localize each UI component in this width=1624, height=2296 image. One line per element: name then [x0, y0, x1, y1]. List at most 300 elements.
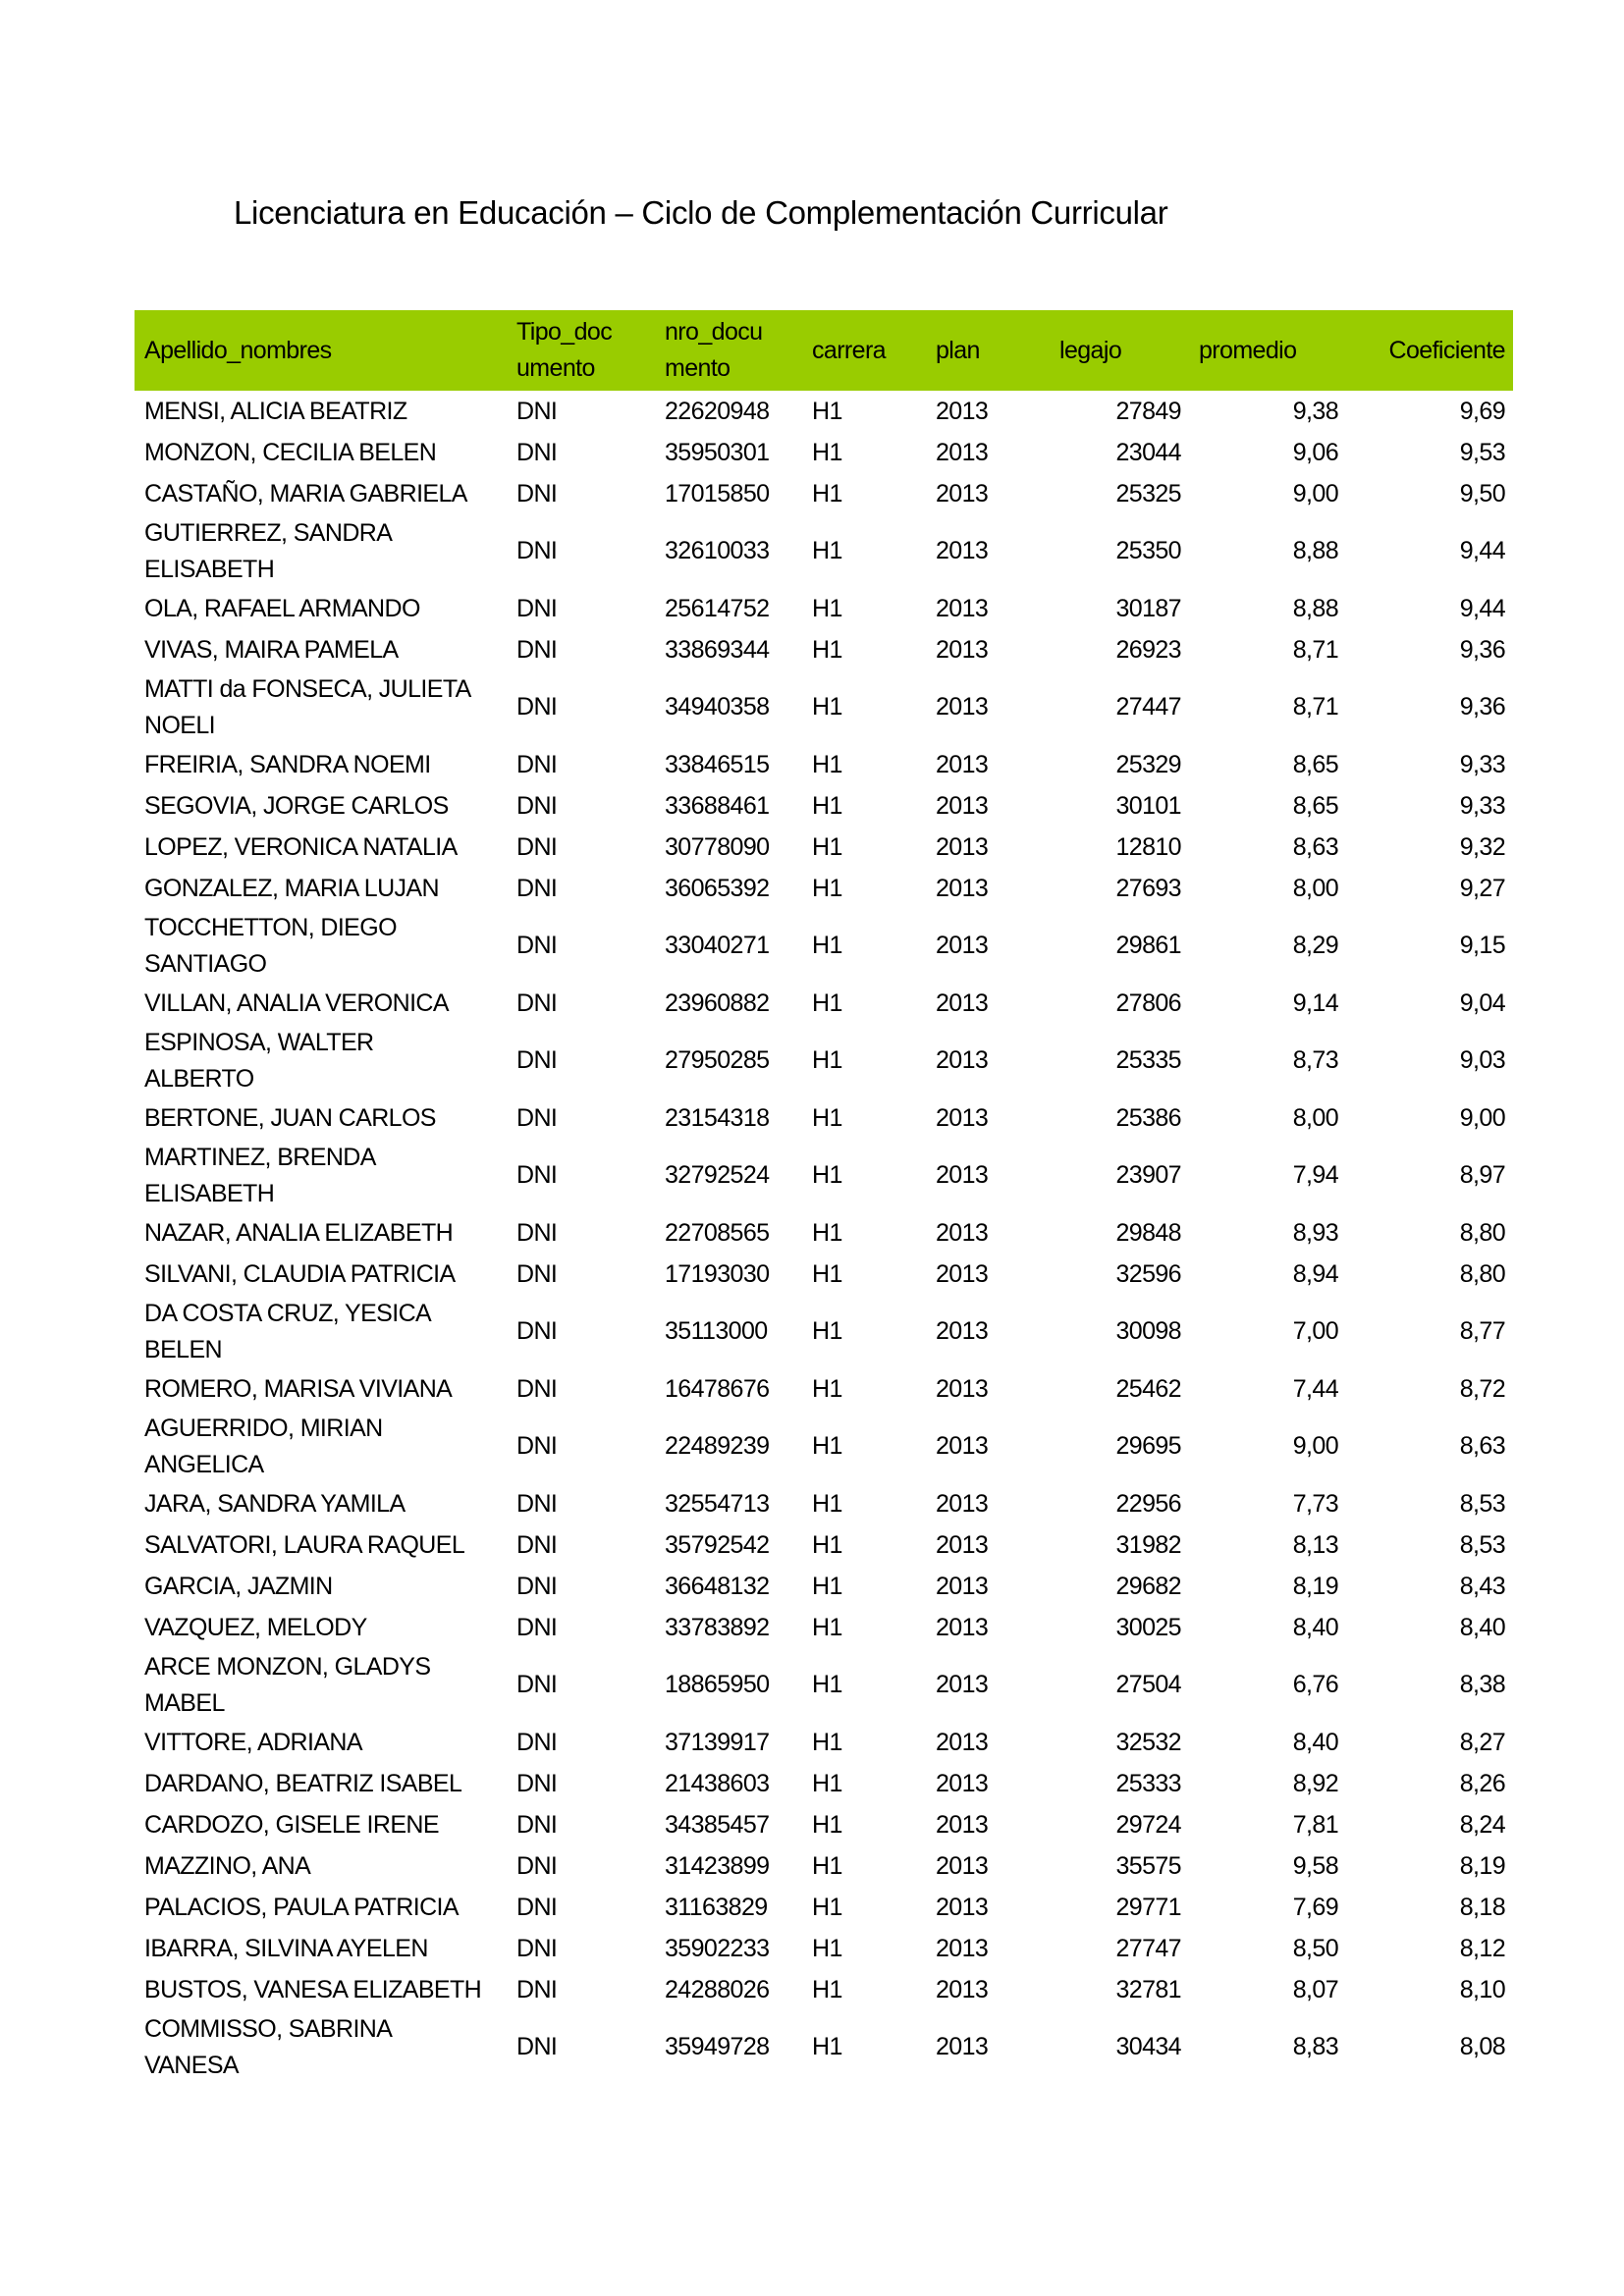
table-row — [135, 1139, 1513, 1212]
cell-promedio: 8,40 — [1292, 1728, 1338, 1756]
cell-plan: 2013 — [936, 1851, 989, 1880]
cell-nro-documento: 22489239 — [665, 1432, 770, 1460]
cell-apellido-nombres: MENSI, ALICIA BEATRIZ — [144, 397, 407, 425]
cell-apellido-nombres: IBARRA, SILVINA AYELEN — [144, 1934, 428, 1962]
cell-carrera: H1 — [812, 1893, 842, 1921]
cell-legajo: 27747 — [1115, 1934, 1181, 1962]
column-header-nro-documento: nro_docu mento — [655, 310, 802, 391]
cell-apellido-nombres: SEGOVIA, JORGE CARLOS — [144, 791, 449, 820]
table-row — [135, 514, 1513, 588]
cell-apellido-nombres: VIVAS, MAIRA PAMELA — [144, 635, 399, 664]
cell-plan: 2013 — [936, 1671, 989, 1698]
table-body — [135, 391, 1513, 2084]
table-row — [135, 1928, 1513, 1969]
cell-promedio: 8,92 — [1292, 1769, 1338, 1797]
cell-promedio: 9,00 — [1292, 1432, 1338, 1460]
cell-tipo-documento: DNI — [516, 1851, 558, 1880]
cell-tipo-documento: DNI — [516, 1218, 558, 1247]
cell-promedio: 8,83 — [1292, 2033, 1338, 2060]
cell-coeficiente: 8,77 — [1459, 1317, 1505, 1345]
cell-carrera: H1 — [812, 1161, 842, 1189]
cell-promedio: 8,07 — [1292, 1975, 1338, 2003]
table-row — [135, 1722, 1513, 1763]
cell-apellido-nombres: AGUERRIDO, MIRIAN ANGELICA — [144, 1414, 383, 1478]
cell-plan: 2013 — [936, 2033, 989, 2060]
cell-apellido-nombres: DARDANO, BEATRIZ ISABEL — [144, 1769, 462, 1797]
cell-nro-documento: 35950301 — [665, 438, 770, 466]
cell-plan: 2013 — [936, 594, 989, 622]
cell-tipo-documento: DNI — [516, 693, 558, 721]
cell-tipo-documento: DNI — [516, 1432, 558, 1460]
table-row — [135, 1648, 1513, 1722]
cell-apellido-nombres: MONZON, CECILIA BELEN — [144, 438, 437, 466]
cell-plan: 2013 — [936, 750, 989, 778]
cell-tipo-documento: DNI — [516, 1259, 558, 1288]
cell-nro-documento: 21438603 — [665, 1769, 770, 1797]
cell-tipo-documento: DNI — [516, 874, 558, 902]
table-row — [135, 588, 1513, 629]
cell-tipo-documento: DNI — [516, 1489, 558, 1518]
cell-legajo: 26923 — [1115, 635, 1181, 664]
cell-tipo-documento: DNI — [516, 1671, 558, 1698]
cell-carrera: H1 — [812, 832, 842, 861]
cell-apellido-nombres: BERTONE, JUAN CARLOS — [144, 1103, 436, 1132]
cell-tipo-documento: DNI — [516, 1374, 558, 1403]
cell-plan: 2013 — [936, 932, 989, 959]
cell-promedio: 8,73 — [1292, 1046, 1338, 1074]
cell-nro-documento: 22708565 — [665, 1218, 770, 1247]
cell-nro-documento: 24288026 — [665, 1975, 770, 2003]
cell-promedio: 7,69 — [1292, 1893, 1338, 1921]
cell-plan: 2013 — [936, 693, 989, 721]
cell-nro-documento: 37139917 — [665, 1728, 770, 1756]
cell-legajo: 25325 — [1115, 479, 1181, 507]
column-header-coeficiente: Coeficiente — [1346, 310, 1513, 391]
cell-carrera: H1 — [812, 1934, 842, 1962]
cell-carrera: H1 — [812, 397, 842, 425]
cell-promedio: 7,73 — [1292, 1489, 1338, 1518]
cell-carrera: H1 — [812, 1975, 842, 2003]
cell-promedio: 9,00 — [1292, 479, 1338, 507]
cell-coeficiente: 8,43 — [1459, 1572, 1505, 1600]
table-row — [135, 868, 1513, 909]
cell-promedio: 7,00 — [1292, 1317, 1338, 1345]
cell-apellido-nombres: GONZALEZ, MARIA LUJAN — [144, 874, 439, 902]
cell-promedio: 8,65 — [1292, 750, 1338, 778]
cell-tipo-documento: DNI — [516, 635, 558, 664]
cell-apellido-nombres: PALACIOS, PAULA PATRICIA — [144, 1893, 459, 1921]
cell-coeficiente: 8,12 — [1459, 1934, 1505, 1962]
cell-legajo: 30434 — [1115, 2033, 1181, 2060]
cell-apellido-nombres: VAZQUEZ, MELODY — [144, 1613, 367, 1641]
cell-carrera: H1 — [812, 988, 842, 1017]
cell-coeficiente: 9,27 — [1459, 874, 1505, 902]
cell-plan: 2013 — [936, 874, 989, 902]
cell-nro-documento: 36648132 — [665, 1572, 770, 1600]
cell-nro-documento: 30778090 — [665, 832, 770, 861]
cell-carrera: H1 — [812, 874, 842, 902]
cell-plan: 2013 — [936, 1613, 989, 1641]
cell-carrera: H1 — [812, 1103, 842, 1132]
cell-plan: 2013 — [936, 1046, 989, 1074]
cell-plan: 2013 — [936, 988, 989, 1017]
cell-tipo-documento: DNI — [516, 1317, 558, 1345]
table-row — [135, 1295, 1513, 1368]
cell-plan: 2013 — [936, 438, 989, 466]
cell-carrera: H1 — [812, 1810, 842, 1839]
cell-carrera: H1 — [812, 1769, 842, 1797]
cell-carrera: H1 — [812, 479, 842, 507]
cell-legajo: 27806 — [1115, 988, 1181, 1017]
table-row — [135, 785, 1513, 827]
cell-tipo-documento: DNI — [516, 1728, 558, 1756]
cell-promedio: 8,19 — [1292, 1572, 1338, 1600]
cell-nro-documento: 27950285 — [665, 1046, 770, 1074]
cell-plan: 2013 — [936, 1530, 989, 1559]
column-header-promedio: promedio — [1189, 310, 1346, 391]
cell-plan: 2013 — [936, 1975, 989, 2003]
cell-promedio: 8,71 — [1292, 635, 1338, 664]
cell-legajo: 25462 — [1115, 1374, 1181, 1403]
table-row — [135, 983, 1513, 1024]
cell-promedio: 8,50 — [1292, 1934, 1338, 1962]
cell-nro-documento: 33688461 — [665, 791, 770, 820]
cell-plan: 2013 — [936, 1728, 989, 1756]
cell-plan: 2013 — [936, 479, 989, 507]
table-row — [135, 629, 1513, 670]
table-row — [135, 744, 1513, 785]
cell-promedio: 7,44 — [1292, 1374, 1338, 1403]
table-row — [135, 1212, 1513, 1254]
cell-nro-documento: 22620948 — [665, 397, 770, 425]
table-row — [135, 1368, 1513, 1410]
cell-plan: 2013 — [936, 1893, 989, 1921]
cell-plan: 2013 — [936, 1810, 989, 1839]
cell-tipo-documento: DNI — [516, 1613, 558, 1641]
cell-nro-documento: 32792524 — [665, 1161, 770, 1189]
cell-promedio: 8,00 — [1292, 1103, 1338, 1132]
cell-carrera: H1 — [812, 1046, 842, 1074]
cell-legajo: 23907 — [1115, 1161, 1181, 1189]
cell-carrera: H1 — [812, 537, 842, 564]
document-title: Licenciatura en Educación – Ciclo de Complementación Curricular — [234, 194, 1168, 231]
cell-coeficiente: 8,18 — [1459, 1893, 1505, 1921]
column-header-apellido-nombres: Apellido_nombres — [135, 310, 507, 391]
cell-tipo-documento: DNI — [516, 1046, 558, 1074]
cell-tipo-documento: DNI — [516, 2033, 558, 2060]
cell-legajo: 35575 — [1115, 1851, 1181, 1880]
cell-tipo-documento: DNI — [516, 1572, 558, 1600]
cell-plan: 2013 — [936, 791, 989, 820]
cell-legajo: 12810 — [1115, 832, 1181, 861]
cell-legajo: 32596 — [1115, 1259, 1181, 1288]
cell-plan: 2013 — [936, 1161, 989, 1189]
cell-nro-documento: 17193030 — [665, 1259, 770, 1288]
cell-apellido-nombres: ROMERO, MARISA VIVIANA — [144, 1374, 453, 1403]
cell-carrera: H1 — [812, 693, 842, 721]
cell-legajo: 29724 — [1115, 1810, 1181, 1839]
cell-tipo-documento: DNI — [516, 1810, 558, 1839]
cell-legajo: 30187 — [1115, 594, 1181, 622]
cell-nro-documento: 23154318 — [665, 1103, 770, 1132]
cell-coeficiente: 8,19 — [1459, 1851, 1505, 1880]
cell-carrera: H1 — [812, 1489, 842, 1518]
cell-legajo: 29848 — [1115, 1218, 1181, 1247]
table-row — [135, 827, 1513, 868]
cell-nro-documento: 36065392 — [665, 874, 770, 902]
cell-apellido-nombres: FREIRIA, SANDRA NOEMI — [144, 750, 431, 778]
cell-legajo: 25386 — [1115, 1103, 1181, 1132]
cell-plan: 2013 — [936, 1103, 989, 1132]
cell-tipo-documento: DNI — [516, 1975, 558, 2003]
cell-legajo: 22956 — [1115, 1489, 1181, 1518]
table-row — [135, 1097, 1513, 1139]
cell-coeficiente: 8,38 — [1459, 1671, 1505, 1698]
cell-apellido-nombres: DA COSTA CRUZ, YESICA BELEN — [144, 1299, 432, 1363]
cell-promedio: 8,94 — [1292, 1259, 1338, 1288]
cell-carrera: H1 — [812, 2033, 842, 2060]
cell-coeficiente: 8,40 — [1459, 1613, 1505, 1641]
cell-legajo: 32781 — [1115, 1975, 1181, 2003]
cell-carrera: H1 — [812, 1530, 842, 1559]
cell-tipo-documento: DNI — [516, 832, 558, 861]
column-header-carrera: carrera — [802, 310, 926, 391]
table-row — [135, 1607, 1513, 1648]
cell-nro-documento: 17015850 — [665, 479, 770, 507]
cell-promedio: 8,13 — [1292, 1530, 1338, 1559]
cell-coeficiente: 9,32 — [1459, 832, 1505, 861]
cell-plan: 2013 — [936, 537, 989, 564]
cell-legajo: 27693 — [1115, 874, 1181, 902]
cell-tipo-documento: DNI — [516, 791, 558, 820]
cell-plan: 2013 — [936, 1317, 989, 1345]
cell-coeficiente: 9,50 — [1459, 479, 1505, 507]
table-row — [135, 909, 1513, 983]
cell-apellido-nombres: ARCE MONZON, GLADYS MABEL — [144, 1652, 431, 1717]
cell-plan: 2013 — [936, 1432, 989, 1460]
column-header-tipo-documento: Tipo_doc umento — [507, 310, 655, 391]
cell-carrera: H1 — [812, 1259, 842, 1288]
cell-coeficiente: 8,63 — [1459, 1432, 1505, 1460]
table-row — [135, 432, 1513, 473]
cell-apellido-nombres: TOCCHETTON, DIEGO SANTIAGO — [144, 913, 397, 978]
cell-plan: 2013 — [936, 1218, 989, 1247]
cell-promedio: 9,14 — [1292, 988, 1338, 1017]
cell-coeficiente: 8,24 — [1459, 1810, 1505, 1839]
cell-carrera: H1 — [812, 438, 842, 466]
cell-coeficiente: 8,53 — [1459, 1530, 1505, 1559]
cell-promedio: 8,00 — [1292, 874, 1338, 902]
cell-nro-documento: 18865950 — [665, 1671, 770, 1698]
cell-apellido-nombres: MARTINEZ, BRENDA ELISABETH — [144, 1143, 376, 1207]
cell-legajo: 25333 — [1115, 1769, 1181, 1797]
cell-promedio: 9,38 — [1292, 397, 1338, 425]
cell-coeficiente: 9,00 — [1459, 1103, 1505, 1132]
cell-coeficiente: 9,44 — [1459, 594, 1505, 622]
cell-apellido-nombres: LOPEZ, VERONICA NATALIA — [144, 832, 458, 861]
cell-carrera: H1 — [812, 1432, 842, 1460]
cell-nro-documento: 23960882 — [665, 988, 770, 1017]
cell-apellido-nombres: MATTI da FONSECA, JULIETA NOELI — [144, 674, 471, 739]
cell-tipo-documento: DNI — [516, 932, 558, 959]
cell-apellido-nombres: SILVANI, CLAUDIA PATRICIA — [144, 1259, 456, 1288]
cell-nro-documento: 25614752 — [665, 594, 770, 622]
cell-tipo-documento: DNI — [516, 479, 558, 507]
cell-plan: 2013 — [936, 1769, 989, 1797]
cell-coeficiente: 9,03 — [1459, 1046, 1505, 1074]
cell-coeficiente: 8,97 — [1459, 1161, 1505, 1189]
cell-tipo-documento: DNI — [516, 1934, 558, 1962]
cell-tipo-documento: DNI — [516, 438, 558, 466]
cell-legajo: 30025 — [1115, 1613, 1181, 1641]
cell-plan: 2013 — [936, 1259, 989, 1288]
cell-promedio: 8,29 — [1292, 932, 1338, 959]
cell-apellido-nombres: SALVATORI, LAURA RAQUEL — [144, 1530, 465, 1559]
table-row — [135, 473, 1513, 514]
cell-tipo-documento: DNI — [516, 988, 558, 1017]
cell-carrera: H1 — [812, 1851, 842, 1880]
cell-carrera: H1 — [812, 1317, 842, 1345]
cell-nro-documento: 33783892 — [665, 1613, 770, 1641]
table-row — [135, 670, 1513, 744]
table-row — [135, 2010, 1513, 2084]
cell-nro-documento: 32610033 — [665, 537, 770, 564]
cell-carrera: H1 — [812, 635, 842, 664]
cell-legajo: 32532 — [1115, 1728, 1181, 1756]
cell-nro-documento: 33869344 — [665, 635, 770, 664]
cell-carrera: H1 — [812, 1374, 842, 1403]
cell-coeficiente: 8,72 — [1459, 1374, 1505, 1403]
cell-coeficiente: 8,26 — [1459, 1769, 1505, 1797]
cell-promedio: 8,88 — [1292, 594, 1338, 622]
cell-legajo: 29771 — [1115, 1893, 1181, 1921]
cell-nro-documento: 32554713 — [665, 1489, 770, 1518]
cell-tipo-documento: DNI — [516, 1530, 558, 1559]
table-row — [135, 1887, 1513, 1928]
cell-apellido-nombres: BUSTOS, VANESA ELIZABETH — [144, 1975, 482, 2003]
table-row — [135, 1763, 1513, 1804]
cell-carrera: H1 — [812, 791, 842, 820]
cell-legajo: 30101 — [1115, 791, 1181, 820]
cell-promedio: 9,58 — [1292, 1851, 1338, 1880]
cell-coeficiente: 9,33 — [1459, 750, 1505, 778]
cell-coeficiente: 9,36 — [1459, 693, 1505, 721]
cell-legajo: 29695 — [1115, 1432, 1181, 1460]
cell-legajo: 23044 — [1115, 438, 1181, 466]
cell-tipo-documento: DNI — [516, 1893, 558, 1921]
cell-promedio: 8,65 — [1292, 791, 1338, 820]
table-row — [135, 1410, 1513, 1483]
cell-tipo-documento: DNI — [516, 1161, 558, 1189]
table-row — [135, 391, 1513, 432]
cell-legajo: 27504 — [1115, 1671, 1181, 1698]
cell-tipo-documento: DNI — [516, 397, 558, 425]
cell-apellido-nombres: CARDOZO, GISELE IRENE — [144, 1810, 439, 1839]
cell-promedio: 7,81 — [1292, 1810, 1338, 1839]
cell-promedio: 9,06 — [1292, 438, 1338, 466]
cell-nro-documento: 16478676 — [665, 1374, 770, 1403]
cell-legajo: 30098 — [1115, 1317, 1181, 1345]
cell-nro-documento: 35113000 — [665, 1317, 768, 1345]
cell-apellido-nombres: OLA, RAFAEL ARMANDO — [144, 594, 420, 622]
cell-nro-documento: 31163829 — [665, 1893, 768, 1921]
cell-coeficiente: 8,08 — [1459, 2033, 1505, 2060]
cell-apellido-nombres: CASTAÑO, MARIA GABRIELA — [144, 479, 467, 507]
cell-apellido-nombres: MAZZINO, ANA — [144, 1851, 311, 1880]
cell-tipo-documento: DNI — [516, 1103, 558, 1132]
cell-promedio: 8,71 — [1292, 693, 1338, 721]
cell-apellido-nombres: GUTIERREZ, SANDRA ELISABETH — [144, 518, 393, 583]
cell-legajo: 29682 — [1115, 1572, 1181, 1600]
cell-nro-documento: 31423899 — [665, 1851, 770, 1880]
cell-legajo: 25329 — [1115, 750, 1181, 778]
cell-legajo: 31982 — [1115, 1530, 1181, 1559]
cell-carrera: H1 — [812, 1572, 842, 1600]
cell-carrera: H1 — [812, 1613, 842, 1641]
cell-legajo: 25335 — [1115, 1046, 1181, 1074]
cell-carrera: H1 — [812, 750, 842, 778]
cell-coeficiente: 9,69 — [1459, 397, 1505, 425]
cell-promedio: 8,93 — [1292, 1218, 1338, 1247]
cell-tipo-documento: DNI — [516, 1769, 558, 1797]
table-row — [135, 1969, 1513, 2010]
cell-coeficiente: 8,80 — [1459, 1259, 1505, 1288]
table-row — [135, 1483, 1513, 1524]
cell-nro-documento: 33040271 — [665, 932, 770, 959]
students-table — [135, 310, 1513, 2084]
cell-apellido-nombres: VILLAN, ANALIA VERONICA — [144, 988, 449, 1017]
cell-legajo: 27849 — [1115, 397, 1181, 425]
cell-apellido-nombres: VITTORE, ADRIANA — [144, 1728, 362, 1756]
cell-plan: 2013 — [936, 397, 989, 425]
cell-promedio: 8,63 — [1292, 832, 1338, 861]
cell-coeficiente: 9,15 — [1459, 932, 1505, 959]
table-header-row — [135, 310, 1513, 391]
cell-legajo: 29861 — [1115, 932, 1181, 959]
cell-plan: 2013 — [936, 1374, 989, 1403]
cell-coeficiente: 8,53 — [1459, 1489, 1505, 1518]
cell-nro-documento: 33846515 — [665, 750, 770, 778]
cell-apellido-nombres: ESPINOSA, WALTER ALBERTO — [144, 1028, 374, 1093]
cell-apellido-nombres: NAZAR, ANALIA ELIZABETH — [144, 1218, 454, 1247]
cell-coeficiente: 9,53 — [1459, 438, 1505, 466]
cell-promedio: 8,40 — [1292, 1613, 1338, 1641]
cell-carrera: H1 — [812, 1218, 842, 1247]
cell-coeficiente: 9,04 — [1459, 988, 1505, 1017]
cell-plan: 2013 — [936, 1489, 989, 1518]
table-row — [135, 1845, 1513, 1887]
cell-coeficiente: 9,36 — [1459, 635, 1505, 664]
table-row — [135, 1804, 1513, 1845]
cell-apellido-nombres: JARA, SANDRA YAMILA — [144, 1489, 406, 1518]
table-row — [135, 1566, 1513, 1607]
cell-nro-documento: 35792542 — [665, 1530, 770, 1559]
cell-promedio: 6,76 — [1292, 1671, 1338, 1698]
cell-tipo-documento: DNI — [516, 750, 558, 778]
cell-carrera: H1 — [812, 1728, 842, 1756]
cell-coeficiente: 8,80 — [1459, 1218, 1505, 1247]
cell-nro-documento: 34940358 — [665, 693, 770, 721]
cell-tipo-documento: DNI — [516, 537, 558, 564]
cell-carrera: H1 — [812, 1671, 842, 1698]
column-header-legajo: legajo — [1050, 310, 1189, 391]
cell-promedio: 8,88 — [1292, 537, 1338, 564]
cell-nro-documento: 35949728 — [665, 2033, 770, 2060]
column-header-plan: plan — [926, 310, 1050, 391]
cell-apellido-nombres: COMMISSO, SABRINA VANESA — [144, 2014, 393, 2079]
cell-apellido-nombres: GARCIA, JAZMIN — [144, 1572, 333, 1600]
cell-carrera: H1 — [812, 594, 842, 622]
